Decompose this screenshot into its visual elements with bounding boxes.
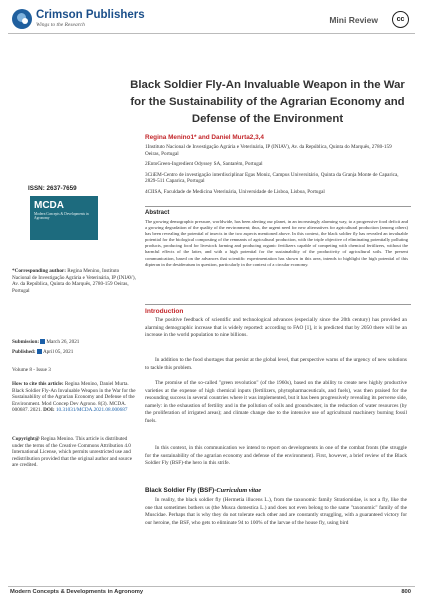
introduction-heading: Introduction <box>145 308 184 315</box>
submission-label: Submission: <box>12 339 40 345</box>
bsf-paragraph: In reality, the black soldier fly (Hermetia illucens L.), from the taxonomic family Stratiomidae, is not a fly, like the one that sometimes bothers us (the Musca domestica L.) and does not even belong to the same "taxonomic" family of the Muscidae. Perhaps that is why they do not tolerate each other and are constantly struggling, with a guaranteed victory for our heroine, the BSF, who gets to eliminate 94 to 100% of the larvae of the house fly, using bird <box>145 497 407 526</box>
cover-subtitle: Modern Concepts & Developments in Agronomy <box>34 212 89 221</box>
published-date: April 05, 2021 <box>42 348 74 355</box>
abstract-top-rule <box>145 206 411 207</box>
corresponding-label: *Corresponding author: <box>12 268 66 274</box>
bsf-section-heading <box>145 487 261 494</box>
article-authors: Regina Menino1* and Daniel Murta2,3,4 <box>145 134 264 141</box>
affiliation-1: 1Instituto Nacional de Investigação Agrária e Veterinária, IP (INIAV), Av. da República, Quinta do Marquês, 2780-159 Oeiras, Portugal <box>145 144 392 157</box>
intro-paragraph-1: The positive feedback of scientific and technological advances (especially since the 20th century) has provided an alarming demographic increase that is widely reported: according to FAO [1], it is predicted that by 2050 there will be an increase in the world population to nine billions. <box>145 317 407 339</box>
footer-divider <box>8 586 415 587</box>
published-label: Published: <box>12 348 36 355</box>
intro-paragraph-3: The promise of the so-called "green revolution" (of the 1960s), based on the ability to create new highly productive varieties at the expense of high chemical inputs (fertilizers, phytopharmaceuticals, and fuels), was then praised for the resounding success in several countries where it was implemented, but it has been progressively revealing its perverse side, namely: in the exhaustion of fertility and in the pollution of soils and groundwater, in the reduction of water resources (by the proliferation of irrigated areas); and climate change due to the intensive use of agricultural machinery burning fossil fuels. <box>145 380 407 424</box>
copyright-text: Regina Menino. This article is distributed under the terms of the Creative Commons Attribution 4.0 International License, which permits unrestricted use and redistribution provided that the original author and source are credited. <box>12 436 133 468</box>
doi-link[interactable]: 10.31031/MCDA.2021.08.000687 <box>55 407 128 413</box>
affiliations <box>145 144 407 200</box>
intro-paragraph-2: In addition to the food shortages that persist at the global level, that perspective warns of the urgency of new solutions to tackle this problem. <box>145 357 407 371</box>
cite-text: Regina Menino, Daniel Murta. Black Soldier Fly-An Invaluable Weapon in the War for the Sustainability of the Agrarian Economy and Defense of the Environment. Mod Concep Dev Agrono. 8(3). MCDA. 000687. 2021. <box>12 381 136 413</box>
bsf-heading-italic: Curriculum vitae <box>216 487 262 494</box>
corresponding-author <box>12 268 136 294</box>
corresponding-text: Regina Menino, Instituto Nacional de Investigação Agrária e Veterinária, IP (INIAV), Av. da República, Quinta do Marquês, 2780-159 Oeiras, Portugal <box>12 268 136 294</box>
publisher-tagline: Wings to the Research <box>36 21 85 28</box>
abstract-heading: Abstract <box>145 210 170 216</box>
article-title: Black Soldier Fly-An Invaluable Weapon in the War for the Sustainability of the Agrarian Economy and Defense of the Environment <box>130 79 405 125</box>
footer-journal: Modern Concepts & Developments in Agronomy <box>10 589 144 595</box>
copyright-label: Copyright@ <box>12 436 40 442</box>
volume-info: Volume 8 - Issue 3 <box>12 367 51 373</box>
cover-title: MCDA <box>34 200 64 211</box>
intro-paragraph-4: In this context, in this communication we intend to report on developments in one of the combat fronts (the struggle for the sustainability of the agrarian economy and defense of the environment). First, however, a brief review of the Black Soldier Fly (BSF)-the hero in this strife. <box>145 445 407 467</box>
publisher-logo-text <box>36 10 145 28</box>
header-divider <box>8 33 415 34</box>
affiliation-3: 3CiiEM-Centro de investigação interdisciplinar Egas Moniz, Campus Universitário, Quinta da Granja Monte de Caparica, 2829-511 Caparica, Portugal <box>145 171 399 185</box>
affiliation-4: 4CIISA, Faculdade de Medicina Veterinária, Universidade de Lisboa, Lisboa, Portugal <box>145 188 325 195</box>
publisher-logo-icon <box>12 9 32 29</box>
cc-icon[interactable]: cc <box>392 11 409 28</box>
doi-label: DOI: <box>43 407 55 413</box>
issn: ISSN: 2637-7659 <box>28 185 77 192</box>
page-number: 800 <box>401 589 411 595</box>
citation <box>12 381 136 414</box>
calendar-icon <box>37 349 42 354</box>
abstract-bottom-rule <box>145 304 411 305</box>
bsf-heading-prefix: Black Soldier Fly (BSF)- <box>145 487 217 494</box>
affiliation-2: 2EntoGreen-Ingredient Odyssey SA, Santarém, Portugal <box>145 161 263 168</box>
abstract-text: The growing demographic pressure, worldwide, has been alerting our planet, in an increasingly alarming way, to a progressive food deficit and a growing degradation of the quality of the environment; thus, the urgent need for new alternatives for agricultural production (among others) has been revealing the potential of insects in the two aspects mentioned above. In this context, the black soldier fly has revealed an invaluable potential for the biological composting of the remnants of agricultural production, with the triple objective of eliminating potentially polluting products, producing food for livestock farming and producing organic fertilizers capable of competing with chemical fertilizers, without the harmful effects of the latter, and with a high potential for the sustainability of the productivity of agricultural soils. The present communication, based on the advances that scientific experimentation has shown in this area, intends to highlight the high potential of this dipteran in the desideratum in question, particularly in the context of a circular economy. <box>145 219 408 267</box>
submission-info <box>12 339 136 355</box>
article-type: Mini Review <box>329 15 378 25</box>
submission-date: March 26, 2021 <box>46 339 80 345</box>
journal-cover[interactable] <box>30 196 98 240</box>
cite-label: How to cite this article: <box>12 381 64 387</box>
publisher-name: Crimson Publishers <box>36 9 145 21</box>
publisher-logo[interactable] <box>12 9 145 29</box>
calendar-icon <box>40 339 45 344</box>
copyright <box>12 436 136 469</box>
